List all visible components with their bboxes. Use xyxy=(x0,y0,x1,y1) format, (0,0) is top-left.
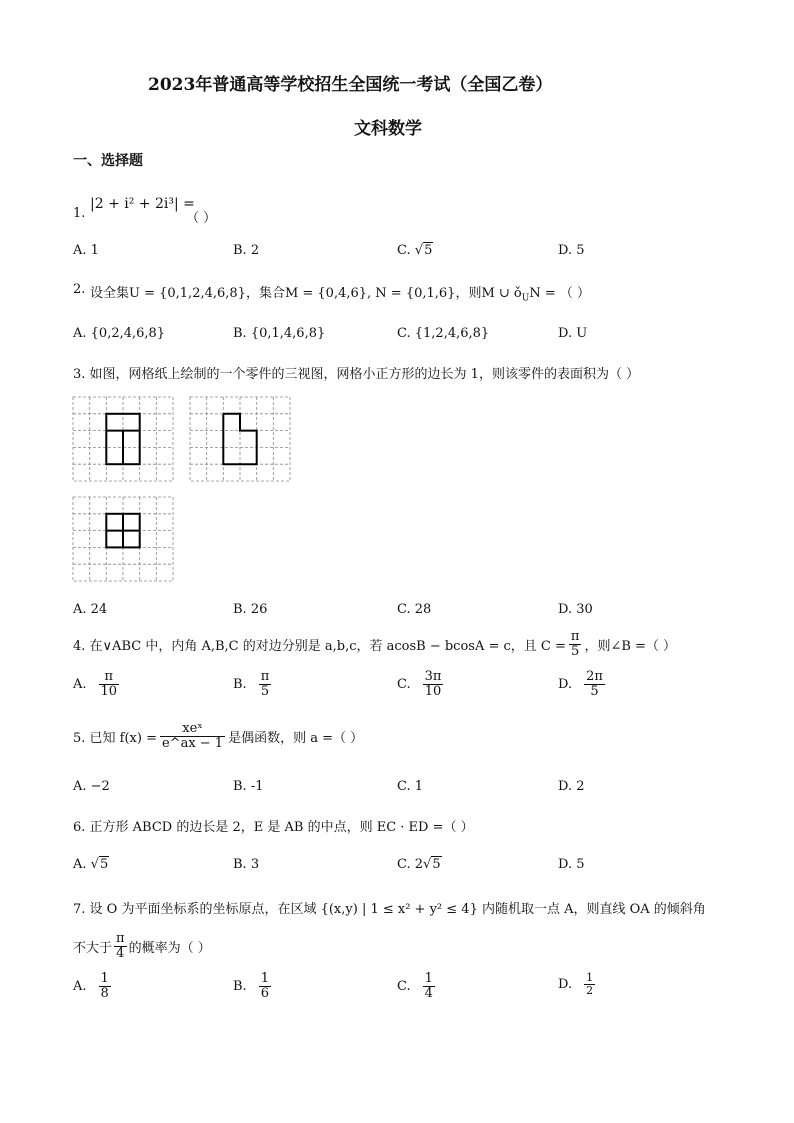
q4-option-d-label: D. xyxy=(558,676,573,692)
q4-option-a xyxy=(73,670,119,698)
q4-option-a-fraction xyxy=(99,670,120,698)
q2-complement-subscript: U xyxy=(521,293,530,304)
q6-option-c-radicand: 5 xyxy=(432,857,441,872)
q6-option-a-radicand: 5 xyxy=(99,857,109,872)
fraction-denominator: 10 xyxy=(100,683,118,699)
side-view-figure xyxy=(189,396,293,484)
q6-option-a xyxy=(73,857,109,872)
q1-option-a: A. 1 xyxy=(73,243,99,258)
q5-option-a: A. −2 xyxy=(73,779,110,794)
fraction-denominator: 6 xyxy=(260,985,269,1001)
q4-text xyxy=(73,630,676,658)
q5-option-c: C. 1 xyxy=(397,779,424,794)
q1-option-c-label: C. xyxy=(397,243,411,258)
fraction-denominator: 8 xyxy=(100,985,109,1001)
q2-text-main: 设全集U = {0,1,2,4,6,8}，集合M = {0,4,6}, N = {0,1,6}，则M ∪ ǒ xyxy=(90,286,522,301)
q3-text: 3. 如图，网格纸上绘制的一个零件的三视图，网格小正方形的边长为 1，则该零件的表面积为（ ） xyxy=(73,367,640,382)
q6-option-d: D. 5 xyxy=(558,857,585,872)
q4-text-tail: ，则∠B =（ ） xyxy=(584,638,677,654)
q7-numerator: π xyxy=(116,931,125,946)
q4-c-numerator: π xyxy=(570,629,580,644)
page-subtitle: 文科数学 xyxy=(354,119,422,139)
q6-option-a-label: A. xyxy=(73,857,87,872)
q7-option-d-label: D. xyxy=(558,976,573,992)
fraction-denominator: 5 xyxy=(590,683,599,699)
q1-option-b: B. 2 xyxy=(233,243,260,258)
q7-line2-main: 不大于 xyxy=(73,940,113,956)
q5-numerator: xeˣ xyxy=(160,722,225,737)
top-view-figure xyxy=(72,496,176,584)
q3-option-d: D. 30 xyxy=(558,602,593,617)
q7-option-a-label: A. xyxy=(73,978,87,994)
q3-option-c: C. 28 xyxy=(397,602,432,617)
q6-option-c-label: C. 2 xyxy=(397,857,424,872)
q2-text xyxy=(90,282,590,304)
q7-denominator: 4 xyxy=(116,945,125,961)
sqrt-symbol: √5 xyxy=(90,857,109,872)
q7-option-d xyxy=(558,972,595,996)
q5-text xyxy=(73,722,363,750)
q4-option-d xyxy=(558,670,605,698)
q4-c-fraction xyxy=(569,630,582,658)
section-heading: 一、选择题 xyxy=(73,153,143,169)
fraction-numerator: 1 xyxy=(260,971,269,986)
q7-text-line1: 7. 设 O 为平面坐标系的坐标原点，在区域 {(x,y) | 1 ≤ x² + y² ≤ 4} 内随机取一点 A，则直线 OA 的倾斜角 xyxy=(73,902,706,917)
q4-option-b-label: B. xyxy=(233,676,247,692)
q3-option-a: A. 24 xyxy=(73,602,108,617)
q5-denominator: e^ax − 1 xyxy=(161,735,224,751)
q7-option-d-fraction xyxy=(584,972,595,996)
q6-option-b: B. 3 xyxy=(233,857,260,872)
q2-number: 2. xyxy=(73,282,86,297)
fraction-numerator: π xyxy=(99,670,120,685)
fraction-denominator: 2 xyxy=(586,983,594,997)
q2-text-tail: N = （ ） xyxy=(529,286,591,301)
q4-option-b xyxy=(233,670,271,698)
q6-text: 6. 正方形 ABCD 的边长是 2，E 是 AB 的中点，则 EC · ED =（ ） xyxy=(73,820,474,835)
q1-paren: （ ） xyxy=(186,211,217,226)
q4-option-d-fraction xyxy=(584,670,605,698)
q7-option-b xyxy=(233,972,271,1000)
fraction-numerator: 1 xyxy=(100,971,109,986)
q4-option-c-label: C. xyxy=(397,676,411,692)
q4-option-a-label: A. xyxy=(73,676,87,692)
q4-text-main: 4. 在∨ABC 中，内角 A,B,C 的对边分别是 a,b,c，若 acosB − bcosA = c，且 C = xyxy=(73,638,566,654)
q4-option-b-fraction xyxy=(259,670,272,698)
q7-option-c-fraction xyxy=(423,972,435,1000)
q5-fraction xyxy=(160,722,225,750)
q2-option-c: C. {1,2,4,6,8} xyxy=(397,326,490,341)
page-title: 2023年普通高等学校招生全国统一考试（全国乙卷） xyxy=(148,75,553,95)
q7-option-c xyxy=(397,972,435,1000)
q5-text-main: 5. 已知 f(x) = xyxy=(73,730,157,746)
fraction-denominator: 4 xyxy=(424,985,433,1001)
fraction-numerator: 1 xyxy=(586,971,594,984)
q1-option-c-radicand: 5 xyxy=(424,243,433,258)
q2-option-a: A. {0,2,4,6,8} xyxy=(73,326,166,341)
fraction-denominator: 10 xyxy=(424,683,442,699)
q7-fraction xyxy=(114,932,127,960)
q3-option-b: B. 26 xyxy=(233,602,268,617)
fraction-numerator: 1 xyxy=(424,971,433,986)
q2-option-d: D. U xyxy=(558,326,588,341)
fraction-numerator: 2π xyxy=(586,669,603,684)
q1-option-d: D. 5 xyxy=(558,243,585,258)
q7-option-c-label: C. xyxy=(397,978,411,994)
q4-c-denominator: 5 xyxy=(571,643,580,659)
sqrt-symbol: √5 xyxy=(414,243,433,258)
q7-text-line2 xyxy=(73,932,211,960)
front-view-figure xyxy=(72,396,176,484)
q1-option-c xyxy=(397,243,433,258)
q1-number: 1. xyxy=(73,206,86,221)
fraction-denominator: 5 xyxy=(260,683,270,699)
q7-option-b-label: B. xyxy=(233,978,247,994)
q2-option-b: B. {0,1,4,6,8} xyxy=(233,326,326,341)
sqrt-symbol: √5 xyxy=(423,857,441,872)
q5-text-tail: 是偶函数，则 a =（ ） xyxy=(228,730,364,746)
q4-option-c xyxy=(397,670,443,698)
q7-option-b-fraction xyxy=(259,972,271,1000)
q6-option-c xyxy=(397,857,442,872)
q7-line2-tail: 的概率为（ ） xyxy=(128,940,211,956)
q7-option-a xyxy=(73,972,111,1000)
q7-option-a-fraction xyxy=(99,972,111,1000)
q1-expression: |2 + i² + 2i³| = xyxy=(90,196,195,212)
fraction-numerator: 3π xyxy=(424,669,442,684)
fraction-numerator: π xyxy=(260,669,270,684)
q4-option-c-fraction xyxy=(423,670,444,698)
q5-option-d: D. 2 xyxy=(558,779,585,794)
q5-option-b: B. -1 xyxy=(233,779,264,794)
